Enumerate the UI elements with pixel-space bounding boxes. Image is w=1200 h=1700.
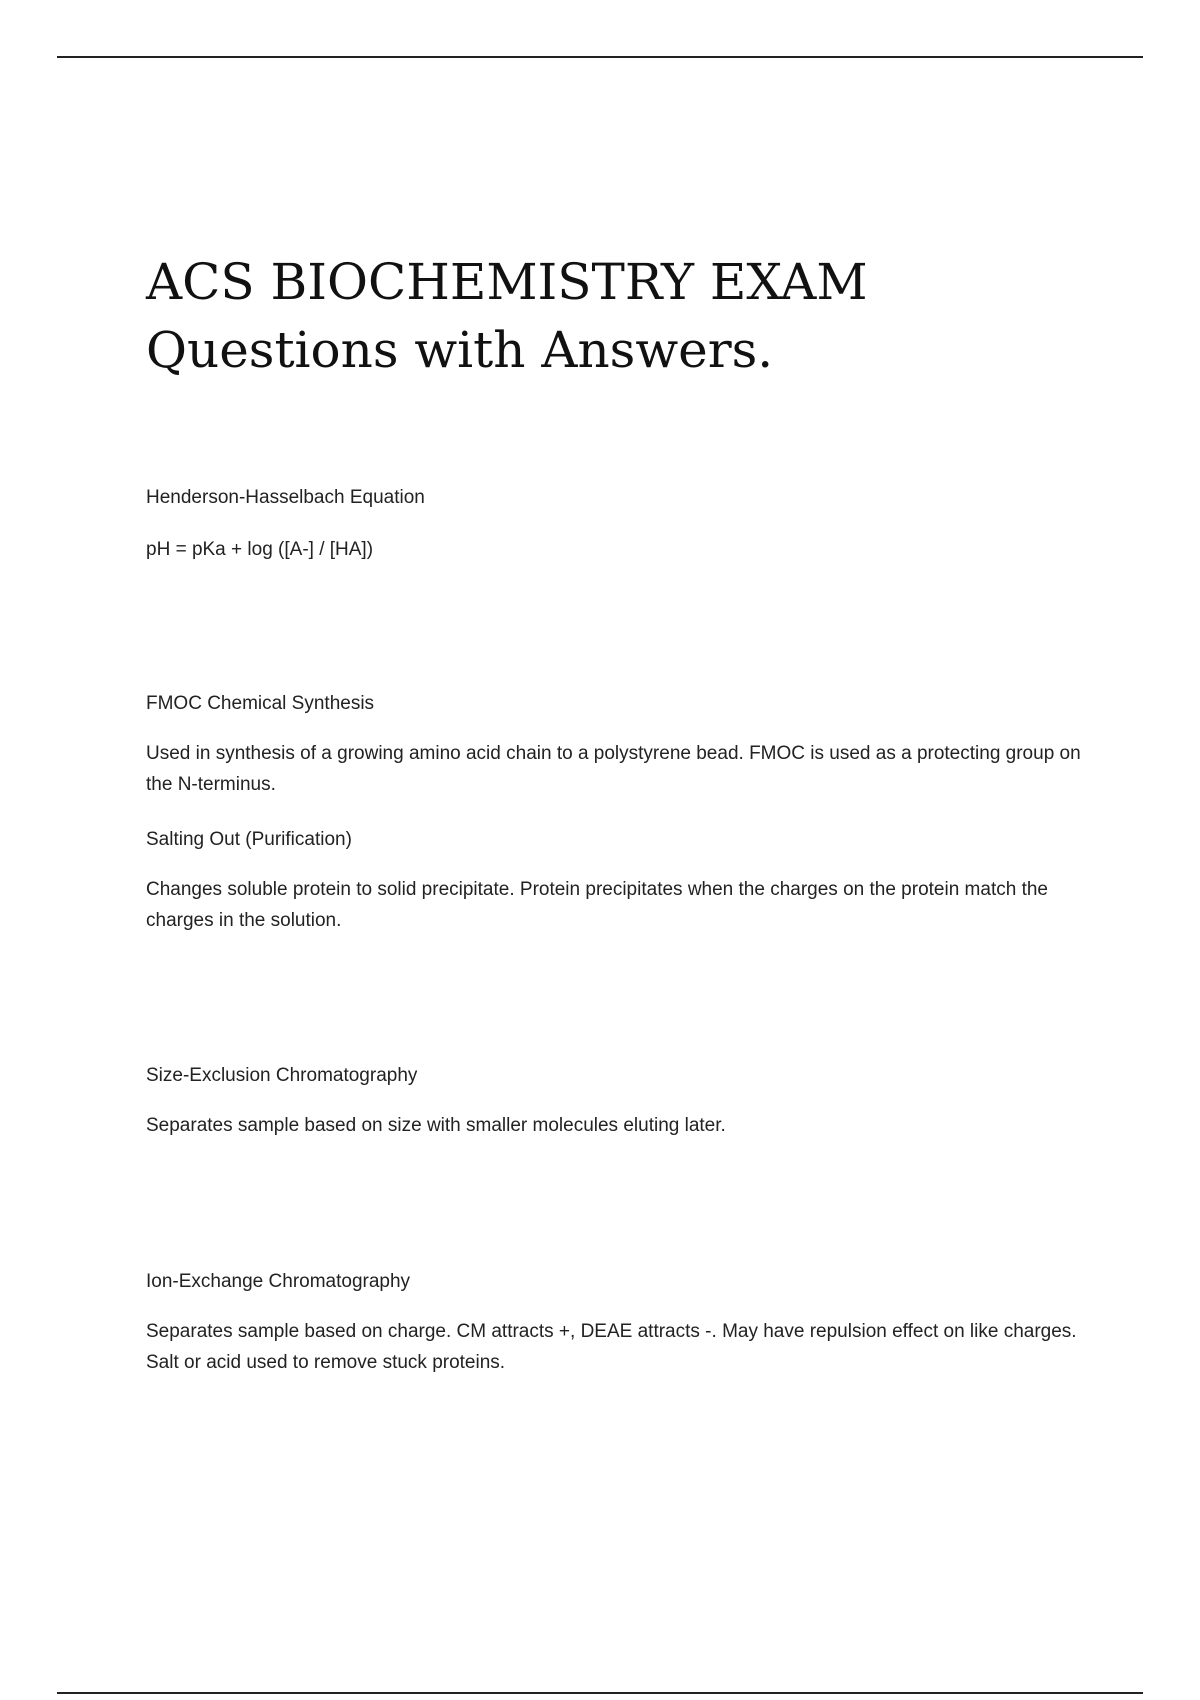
question-ion-exchange: Ion-Exchange Chromatography xyxy=(146,1271,411,1292)
answer-salting-out: Changes soluble protein to solid precipitate. Protein precipitates when the charges on the protein match the charges in the solution. xyxy=(146,879,1048,931)
answer-fmoc-synthesis: Used in synthesis of a growing amino acid chain to a polystyrene bead. FMOC is used as a protecting group on the N-terminus. xyxy=(146,743,1081,795)
answer-size-exclusion: Separates sample based on size with smaller molecules eluting later. xyxy=(146,1115,726,1136)
bottom-divider xyxy=(57,1692,1143,1694)
document-title: ACS BIOCHEMISTRY EXAM Questions with Answers. xyxy=(146,253,868,379)
answer-ion-exchange: Separates sample based on charge. CM attracts +, DEAE attracts -. May have repulsion effect on like charges. Salt or acid used to remove stuck proteins. xyxy=(146,1321,1077,1373)
question-salting-out: Salting Out (Purification) xyxy=(146,829,352,850)
question-size-exclusion: Size-Exclusion Chromatography xyxy=(146,1065,418,1086)
answer-henderson-hasselbach: pH = pKa + log ([A-] / [HA]) xyxy=(146,539,374,560)
question-fmoc-synthesis: FMOC Chemical Synthesis xyxy=(146,693,375,714)
top-divider xyxy=(57,56,1143,58)
question-henderson-hasselbach: Henderson-Hasselbach Equation xyxy=(146,487,425,508)
